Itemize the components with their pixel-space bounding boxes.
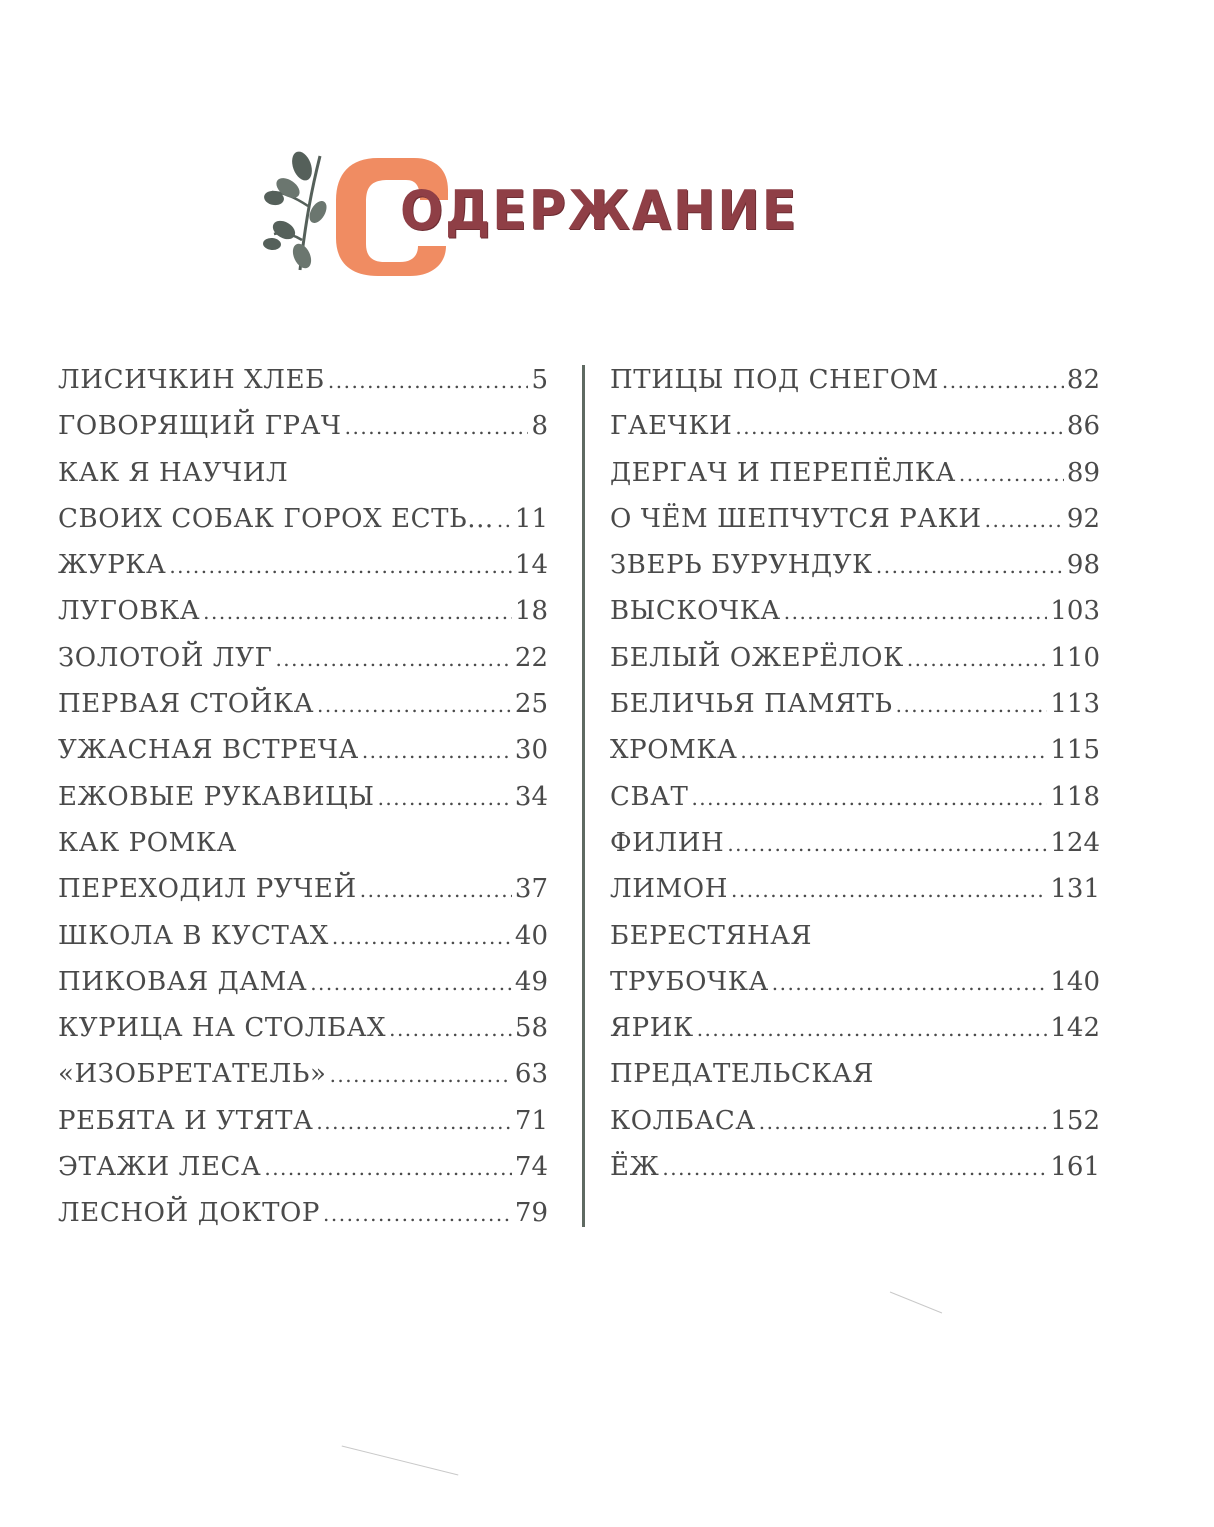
toc-dot-leader [759,1099,1048,1144]
toc-entry-title: ЛИСИЧКИН ХЛЕБ [58,365,325,395]
toc-dot-leader [203,589,512,634]
toc-entry-title: ХРОМКА [610,735,738,766]
toc-entry [58,496,548,542]
column-divider [582,365,585,1227]
toc-entry-title: ВЫСКОЧКА [610,596,781,627]
toc-entry-page: 18 [514,596,548,627]
toc-dot-leader [323,1191,512,1236]
toc-entry-title: ДЕРГАЧ И ПЕРЕПЁЛКА [610,457,956,488]
toc-entry [58,727,548,773]
toc-entry [610,1051,1100,1097]
toc-entry [58,1098,548,1144]
toc-dot-leader [360,867,512,912]
toc-entry [610,1005,1100,1051]
toc-entry [610,403,1100,449]
toc-entry-title: О ЧЁМ ШЕПЧУТСЯ РАКИ [610,503,982,534]
toc-dot-leader [772,960,1048,1005]
toc-entry-title: ПЕРВАЯ СТОЙКА [58,689,315,720]
toc-entry-title: РЕБЯТА И УТЯТА [58,1105,314,1136]
toc-entry-page: 103 [1050,596,1100,627]
toc-dot-leader [317,682,512,727]
toc-entry-title: ЁЖ [610,1152,660,1183]
toc-entry [58,681,548,727]
toc-entry-page: 79 [514,1198,548,1229]
toc-dot-leader [378,775,512,820]
toc-entry-title: ПЕРЕХОДИЛ РУЧЕЙ [58,874,357,905]
toc-entry-page: 152 [1050,1105,1100,1136]
toc-dot-leader [740,728,1047,773]
toc-dot-leader [169,543,512,588]
toc-entry [58,450,548,496]
toc-entry [610,1144,1100,1190]
toc-entry [610,496,1100,542]
toc-entry-title: ЛИМОН [610,874,728,905]
toc-entry [610,542,1100,588]
toc-dot-leader [907,636,1048,681]
toc-entry [610,588,1100,634]
toc-entry [610,681,1100,727]
toc-entry-page: 115 [1050,735,1100,766]
scan-mark [342,1445,459,1475]
toc-entry-page: 14 [514,550,548,581]
toc-entry-title: БЕЛИЧЬЯ ПАМЯТЬ [610,689,893,720]
toc-entry-page: 11 [514,503,548,534]
toc-entry-title: УЖАСНАЯ ВСТРЕЧА [58,735,359,766]
toc-entry-title: ЗВЕРЬ БУРУНДУК [610,550,873,581]
toc-entry-page: 37 [514,874,548,905]
toc-dot-leader [332,914,512,959]
toc-entry-title: БЕЛЫЙ ОЖЕРЁЛОК [610,642,904,673]
toc-entry-title: ФИЛИН [610,827,725,858]
toc-entry [58,635,548,681]
toc-entry [58,820,548,866]
toc-entry [58,866,548,912]
toc-dot-leader [662,1145,1047,1190]
toc-entry [610,959,1100,1005]
toc-entry-title: ЖУРКА [58,550,167,581]
toc-entry-title: ГАЕЧКИ [610,411,733,442]
toc-dot-leader [876,543,1064,588]
toc-entry-page: 89 [1066,457,1100,488]
toc-entry [58,1005,548,1051]
toc-dot-leader [345,404,529,449]
toc-dot-leader [784,589,1048,634]
toc-entry-title: КАК РОМКА [58,827,237,858]
toc-entry-page: 113 [1050,689,1100,720]
toc-entry [58,1144,548,1190]
toc-dot-leader [275,636,511,681]
toc-entry-title: КОЛБАСА [610,1105,756,1136]
leaf-sprig-icon [262,148,332,274]
toc-entry [610,635,1100,681]
toc-entry [58,357,548,403]
toc-entry-title: ЕЖОВЫЕ РУКАВИЦЫ [58,781,375,812]
toc-entry-page: 8 [531,411,548,442]
toc-entry-title: ПИКОВАЯ ДАМА [58,966,308,997]
toc-entry-page: 30 [514,735,548,766]
toc-entry-title: ПТИЦЫ ПОД СНЕГОМ [610,365,939,395]
toc-dot-leader [985,497,1064,542]
toc-dot-leader [896,682,1048,727]
scan-mark [890,1292,942,1314]
toc-entry-page: 161 [1050,1152,1100,1183]
toc-entry-title: КУРИЦА НА СТОЛБАХ [58,1013,387,1044]
toc-entry [58,1190,548,1236]
toc-entry [610,1098,1100,1144]
toc-entry [58,1051,548,1097]
toc-entry-page: 5 [531,365,548,395]
toc-entry [58,774,548,820]
toc-right-column [610,357,1100,1190]
toc-dot-leader [959,451,1064,496]
toc-entry-title: СВАТ [610,781,689,812]
toc-entry-title: ЭТАЖИ ЛЕСА [58,1152,262,1183]
toc-entry [610,357,1100,403]
toc-dot-leader [497,497,512,542]
toc-entry [58,542,548,588]
toc-entry-title: ЛУГОВКА [58,596,201,627]
toc-dot-leader [731,867,1047,912]
toc-dot-leader [697,1006,1048,1051]
toc-dot-leader [330,1052,512,1097]
toc-entry-title: ЛЕСНОЙ ДОКТОР [58,1198,321,1229]
toc-entry-page: 58 [514,1013,548,1044]
toc-entry-title: БЕРЕСТЯНАЯ [610,920,813,951]
toc-dot-leader [389,1006,512,1051]
toc-dot-leader [691,775,1047,820]
toc-entry-title: «ИЗОБРЕТАТЕЛЬ» [58,1059,327,1090]
toc-dot-leader [264,1145,512,1190]
toc-dot-leader [362,728,512,773]
toc-dot-leader [310,960,512,1005]
toc-entry-page: 118 [1050,781,1100,812]
toc-dot-leader [942,358,1064,403]
toc-entry-title: ТРУБОЧКА [610,966,769,997]
toc-entry-page: 71 [514,1105,548,1136]
toc-dot-leader [328,358,529,403]
toc-entry [58,959,548,1005]
toc-entry-title: ЗОЛОТОЙ ЛУГ [58,642,273,673]
toc-entry-page: 131 [1050,874,1100,905]
toc-dot-leader [727,821,1047,866]
toc-entry-page: 34 [514,781,548,812]
toc-entry-page: 40 [514,920,548,951]
toc-entry-page: 63 [514,1059,548,1090]
page-title: ОДЕРЖАНИЕ [400,179,799,242]
toc-entry-page: 124 [1050,827,1100,858]
toc-entry-page: 142 [1050,1013,1100,1044]
toc-entry-title: ГОВОРЯЩИЙ ГРАЧ [58,411,342,442]
toc-entry-page: 98 [1066,550,1100,581]
toc-entry-title: ЯРИК [610,1013,694,1044]
contents-heading [262,148,862,278]
toc-entry-title: КАК Я НАУЧИЛ [58,457,289,488]
toc-entry-page: 82 [1066,365,1100,395]
toc-entry-page: 74 [514,1152,548,1183]
toc-entry [610,820,1100,866]
toc-entry-title: СВОИХ СОБАК ГОРОХ ЕСТЬ... [58,503,494,534]
toc-entry [610,913,1100,959]
toc-entry-title: ШКОЛА В КУСТАХ [58,920,329,951]
toc-dot-leader [735,404,1064,449]
toc-entry-page: 49 [514,966,548,997]
toc-entry-page: 140 [1050,966,1100,997]
toc-entry [58,588,548,634]
toc-entry-page: 86 [1066,411,1100,442]
toc-entry [58,403,548,449]
toc-entry [610,450,1100,496]
toc-entry [610,866,1100,912]
toc-left-column [58,357,548,1237]
toc-entry-page: 110 [1050,642,1100,673]
toc-entry-title: ПРЕДАТЕЛЬСКАЯ [610,1059,875,1090]
toc-entry [610,774,1100,820]
toc-entry-page: 92 [1066,503,1100,534]
toc-dot-leader [316,1099,512,1144]
toc-entry [610,727,1100,773]
toc-entry [58,913,548,959]
toc-entry-page: 25 [514,689,548,720]
toc-entry-page: 22 [514,642,548,673]
